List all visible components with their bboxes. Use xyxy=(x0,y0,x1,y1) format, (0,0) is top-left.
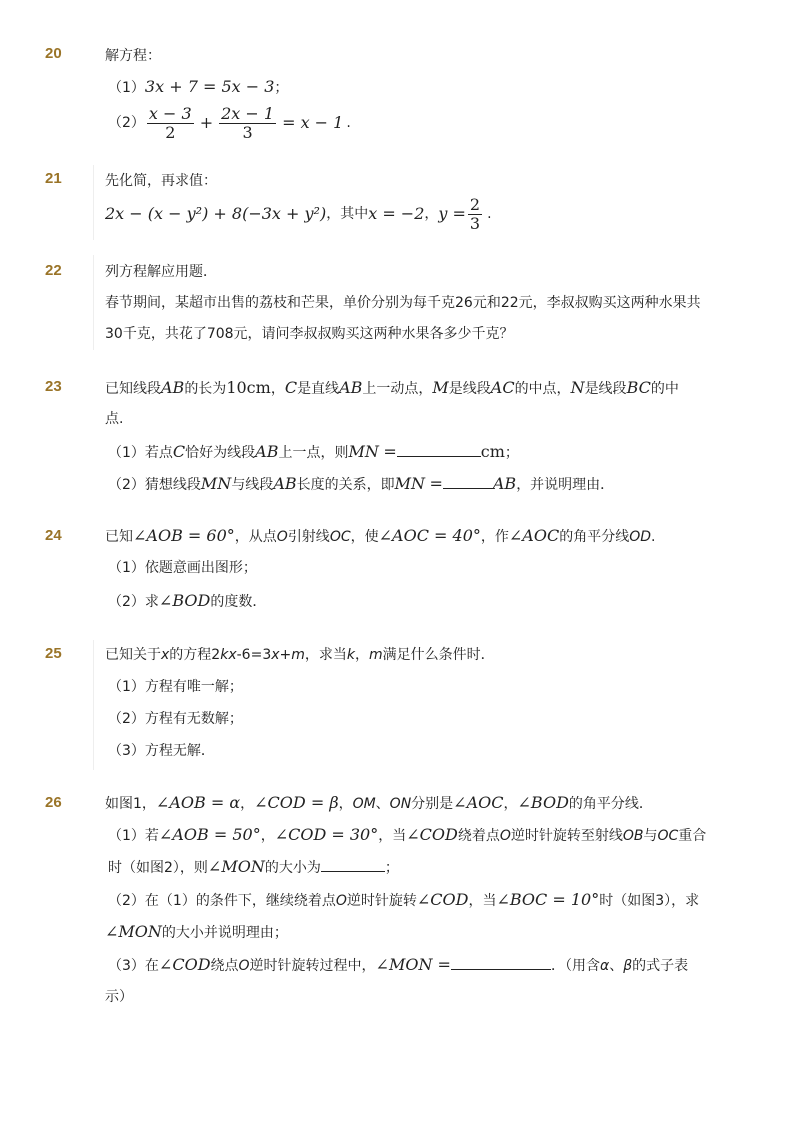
answer-blank[interactable] xyxy=(321,857,385,872)
problem-text-line: 30千克，共花了708元，请问李叔叔购买这两种水果各多少千克？ xyxy=(105,326,514,342)
problem-number: 23 xyxy=(45,378,62,395)
equation: 3x + 7 = 5x − 3 xyxy=(144,77,275,96)
sub-question-1: （1）方程有唯一解； xyxy=(108,679,243,695)
problem-text-line: 已知线段AB的长为10cm，C是直线AB上一动点，M是线段AC的中点，N是线段BC的中 xyxy=(105,378,679,397)
sub-question-2: （2） $\frac{x - 3}{2}$ + $\frac{2x - 1}{3}$ = x − 1 . xyxy=(108,103,351,142)
sub-question-3: （3）方程无解． xyxy=(108,743,215,759)
sub-question-1: （1）3x + 7 = 5x − 3； xyxy=(108,77,289,96)
fraction: $\frac{x - 3}{2}$ xyxy=(148,103,192,142)
answer-blank[interactable] xyxy=(443,474,493,489)
fraction: $\frac{2}{3}$ xyxy=(469,194,481,233)
sub-question-1-cont: 时（如图2），则∠MON的大小为 ； xyxy=(108,857,399,876)
problem-text-line: 春节期间，某超市出售的荔枝和芒果，单价分别为每千克26元和22元，李叔叔购买这两种水果共 xyxy=(105,295,701,311)
problem-number: 20 xyxy=(45,45,62,62)
sub-question-2: （2）猜想线段MN与线段AB长度的关系，即MN = AB，并说明理由． xyxy=(108,474,615,493)
margin-bar-22 xyxy=(93,255,94,350)
problem-number: 26 xyxy=(45,794,62,811)
fraction: $\frac{2x - 1}{3}$ xyxy=(221,103,275,142)
sub-question-2: （2）方程有无数解； xyxy=(108,711,243,727)
problem-number: 24 xyxy=(45,527,62,544)
answer-blank[interactable] xyxy=(397,442,481,457)
problem-number: 25 xyxy=(45,645,62,662)
problem-number: 21 xyxy=(45,170,62,187)
expression: 2x − (x − y²) + 8(−3x + y²) xyxy=(105,204,327,223)
problem-title: 列方程解应用题． xyxy=(105,264,217,280)
problem-text-line: 如图1，∠AOB = α，∠COD = β，OM、ON分别是∠AOC，∠BOD的角平分线． xyxy=(105,793,653,812)
sub-question-2: （2）求∠BOD的度数． xyxy=(108,591,267,610)
sub-question-3-cont: 示） xyxy=(105,989,133,1005)
problem-prompt: 先化简，再求值： xyxy=(105,173,217,189)
problem-text-line: 已知∠AOB = 60°，从点O引射线OC，使∠AOC = 40°，作∠AOC的角平分线OD. xyxy=(105,526,656,545)
problem-text-line: 已知关于x的方程2kx-6=3x+m，求当k，m满足什么条件时． xyxy=(105,647,495,663)
answer-blank[interactable] xyxy=(451,955,551,970)
problem-prompt: 解方程： xyxy=(105,48,161,64)
sub-question-1: （1）若点C恰好为线段AB上一点，则MN = cm； xyxy=(108,442,519,461)
sub-question-2-cont: ∠MON的大小并说明理由； xyxy=(105,922,288,941)
sub-question-2: （2）在（1）的条件下，继续绕着点O逆时针旋转∠COD，当∠BOC = 10°时（如图3），求 xyxy=(108,890,700,909)
margin-bar-21 xyxy=(93,165,94,240)
sub-question-3: （3）在∠COD绕点O逆时针旋转过程中，∠MON = ．（用含α、β的式子表 xyxy=(108,955,689,974)
problem-number: 22 xyxy=(45,262,62,279)
sub-question-1: （1）若∠AOB = 50°，∠COD = 30°，当∠COD绕着点O逆时针旋转至射线OB与OC重合 xyxy=(108,825,707,844)
problem-text-line: 点. xyxy=(105,411,124,427)
margin-bar-25 xyxy=(93,640,94,770)
expression-line: 2x − (x − y²) + 8(−3x + y²) ，其中 x = −2 ， y = $\frac{2}{3}$ . xyxy=(105,194,492,233)
sub-question-1: （1）依题意画出图形； xyxy=(108,560,257,576)
